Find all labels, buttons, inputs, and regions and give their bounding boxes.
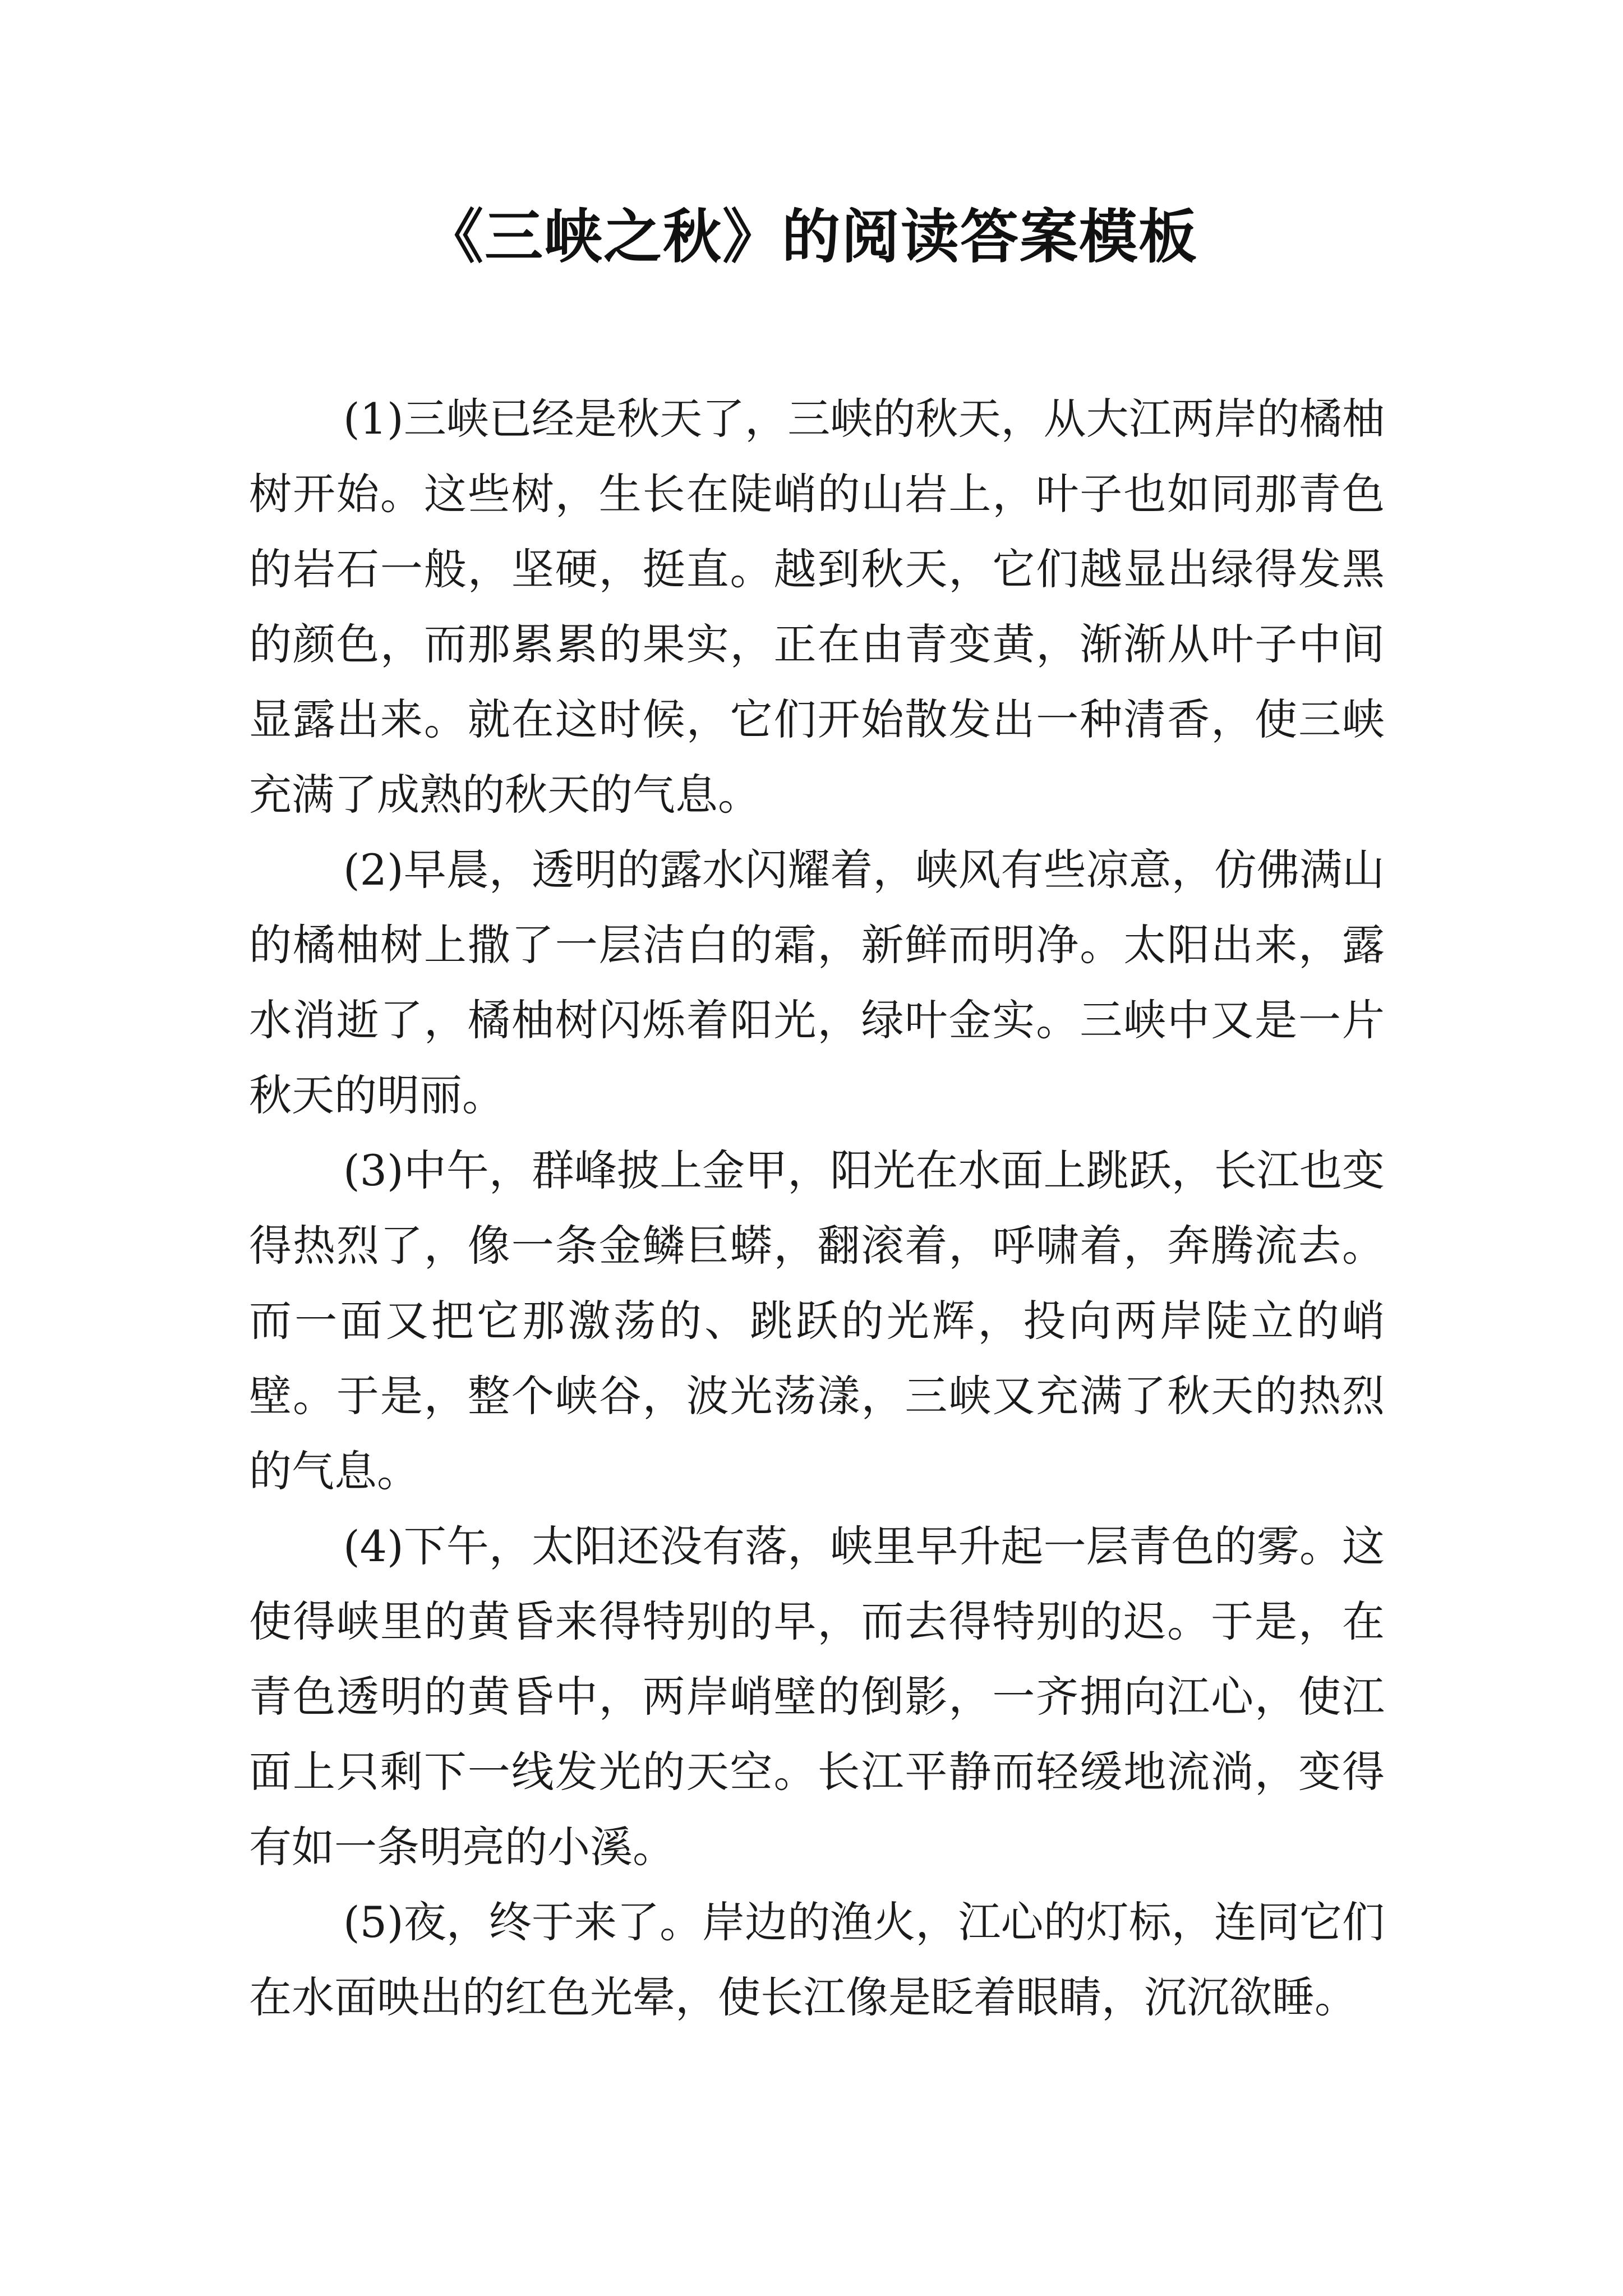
paragraph: (3)中午，群峰披上金甲，阳光在水面上跳跃，长江也变得热烈了，像一条金鳞巨蟒，翻滚着，呼啸着，奔腾流去。而一面又把它那激荡的、跳跃的光辉，投向两岸陡立的峭壁。于是，整个峡谷，波光荡漾，三峡又充满了秋天的热烈的气息。 bbox=[249, 1145, 1385, 1496]
paragraph: (2)早晨，透明的露水闪耀着，峡风有些凉意，仿佛满山的橘柚树上撒了一层洁白的霜，新鲜而明净。太阳出来，露水消逝了，橘柚树闪烁着阳光，绿叶金实。三峡中又是一片秋天的明丽。 bbox=[249, 845, 1385, 1120]
paragraph: (1)三峡已经是秋天了，三峡的秋天，从大江两岸的橘柚树开始。这些树，生长在陡峭的山岩上，叶子也如同那青色的岩石一般，坚硬，挺直。越到秋天，它们越显出绿得发黑的颜色，而那累累的果实，正在由青变黄，渐渐从叶子中间显露出来。就在这时候，它们开始散发出一种清香，使三峡充满了成熟的秋天的气息。 bbox=[249, 394, 1385, 820]
document-title: 《三峡之秋》的阅读答案模板 bbox=[425, 203, 1198, 271]
paragraph: (5)夜，终于来了。岸边的渔火，江心的灯标，连同它们在水面映出的红色光晕，使长江像是眨着眼睛，沉沉欲睡。 bbox=[249, 1897, 1385, 2022]
document-body bbox=[249, 381, 1385, 2035]
paragraph: (4)下午，太阳还没有落，峡里早升起一层青色的雾。这使得峡里的黄昏来得特别的早，而去得特别的迟。于是，在青色透明的黄昏中，两岸峭壁的倒影，一齐拥向江心，使江面上只剩下一线发光的天空。长江平静而轻缓地流淌，变得有如一条明亮的小溪。 bbox=[249, 1521, 1385, 1872]
